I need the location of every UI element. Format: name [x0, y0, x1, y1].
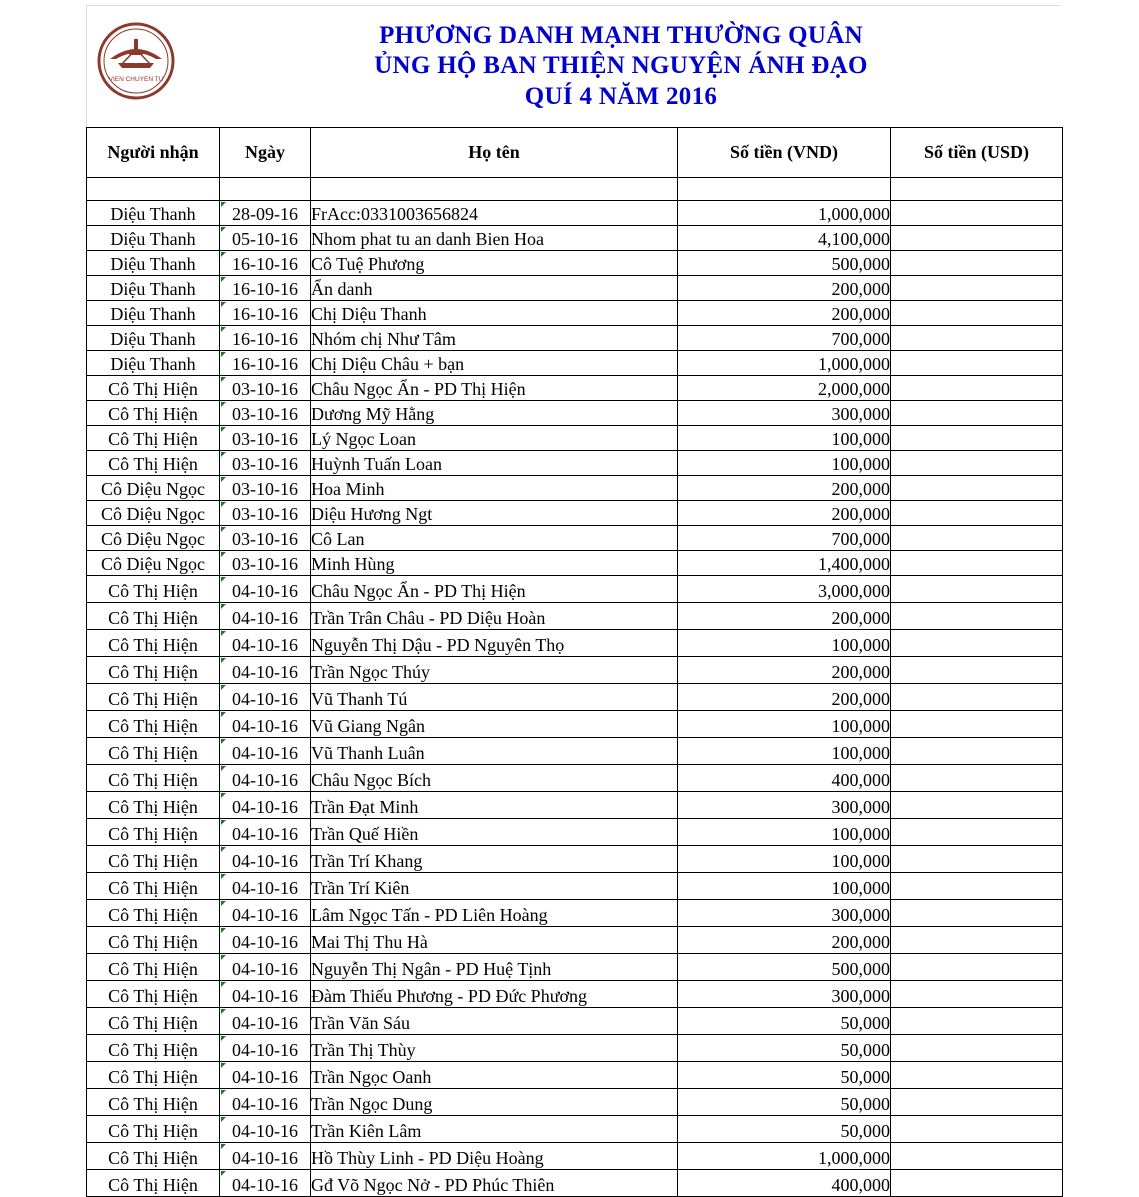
donor-name-cell: Vũ Thanh Luân: [311, 738, 678, 765]
receiver-cell: Cô Thị Hiện: [87, 1116, 220, 1143]
donor-name-cell: Trần Ngọc Oanh: [311, 1062, 678, 1089]
date-cell: 04-10-16: [220, 711, 311, 738]
date-cell: 04-10-16: [220, 1143, 311, 1170]
amount-vnd-cell: 100,000: [678, 846, 891, 873]
receiver-cell: Cô Thị Hiện: [87, 981, 220, 1008]
donor-name-cell: Diệu Hương Ngt: [311, 501, 678, 526]
receiver-cell: Cô Thị Hiện: [87, 927, 220, 954]
receiver-cell: Cô Thị Hiện: [87, 1143, 220, 1170]
amount-usd-cell: [891, 501, 1063, 526]
donor-name-cell: Hoa Minh: [311, 476, 678, 501]
amount-usd-cell: [891, 819, 1063, 846]
amount-usd-cell: [891, 201, 1063, 226]
table-row: [87, 900, 1063, 927]
date-cell: 16-10-16: [220, 301, 311, 326]
date-cell: 03-10-16: [220, 376, 311, 401]
blank-cell: [891, 178, 1063, 201]
date-cell: 03-10-16: [220, 451, 311, 476]
amount-usd-cell: [891, 927, 1063, 954]
amount-usd-cell: [891, 1143, 1063, 1170]
amount-vnd-cell: 1,400,000: [678, 551, 891, 576]
table-row: [87, 451, 1063, 476]
receiver-cell: Cô Thị Hiện: [87, 738, 220, 765]
donor-name-cell: Trần Văn Sáu: [311, 1008, 678, 1035]
table-row: [87, 351, 1063, 376]
date-cell: 03-10-16: [220, 501, 311, 526]
date-cell: 04-10-16: [220, 846, 311, 873]
receiver-cell: Cô Thị Hiện: [87, 630, 220, 657]
title-line-1: PHƯƠNG DANH MẠNH THƯỜNG QUÂN: [379, 22, 863, 49]
donor-name-cell: Nguyễn Thị Dậu - PD Nguyên Thọ: [311, 630, 678, 657]
table-row: [87, 819, 1063, 846]
title-line-3: QUÍ 4 NĂM 2016: [524, 83, 718, 110]
amount-usd-cell: [891, 981, 1063, 1008]
amount-usd-cell: [891, 1089, 1063, 1116]
amount-vnd-cell: 1,000,000: [678, 1143, 891, 1170]
amount-usd-cell: [891, 326, 1063, 351]
receiver-cell: Cô Thị Hiện: [87, 451, 220, 476]
donor-name-cell: Vũ Thanh Tú: [311, 684, 678, 711]
amount-usd-cell: [891, 603, 1063, 630]
column-header-receiver: Người nhận: [87, 128, 220, 178]
amount-usd-cell: [891, 226, 1063, 251]
donor-name-cell: Trần Đạt Minh: [311, 792, 678, 819]
amount-usd-cell: [891, 1170, 1063, 1197]
amount-usd-cell: [891, 451, 1063, 476]
date-cell: 04-10-16: [220, 1089, 311, 1116]
table-row: [87, 551, 1063, 576]
donor-name-cell: Cô Lan: [311, 526, 678, 551]
date-cell: 16-10-16: [220, 251, 311, 276]
date-cell: 03-10-16: [220, 551, 311, 576]
date-cell: 03-10-16: [220, 526, 311, 551]
date-cell: 04-10-16: [220, 765, 311, 792]
receiver-cell: Diệu Thanh: [87, 301, 220, 326]
amount-usd-cell: [891, 376, 1063, 401]
table-row: [87, 954, 1063, 981]
receiver-cell: Diệu Thanh: [87, 251, 220, 276]
donor-name-cell: Vũ Giang Ngân: [311, 711, 678, 738]
date-cell: 04-10-16: [220, 738, 311, 765]
receiver-cell: Cô Diệu Ngọc: [87, 476, 220, 501]
logo-text: VIEN CHUYEN TU: [108, 76, 164, 83]
date-cell: 04-10-16: [220, 603, 311, 630]
amount-usd-cell: [891, 630, 1063, 657]
date-cell: 04-10-16: [220, 981, 311, 1008]
amount-usd-cell: [891, 684, 1063, 711]
donor-name-cell: FrAcc:0331003656824: [311, 201, 678, 226]
receiver-cell: Cô Thị Hiện: [87, 376, 220, 401]
amount-usd-cell: [891, 1116, 1063, 1143]
donation-table: [86, 127, 1063, 1197]
donor-name-cell: Châu Ngọc Bích: [311, 765, 678, 792]
table-row: [87, 401, 1063, 426]
donor-name-cell: Nhom phat tu an danh Bien Hoa: [311, 226, 678, 251]
amount-vnd-cell: 400,000: [678, 1170, 891, 1197]
amount-usd-cell: [891, 276, 1063, 301]
donor-name-cell: Dương Mỹ Hằng: [311, 401, 678, 426]
date-cell: 04-10-16: [220, 1170, 311, 1197]
table-row: [87, 1143, 1063, 1170]
table-row: [87, 426, 1063, 451]
table-row: [87, 1035, 1063, 1062]
donor-name-cell: Trần Trí Khang: [311, 846, 678, 873]
donor-name-cell: Trần Ngọc Dung: [311, 1089, 678, 1116]
title-line-2: ỦNG HỘ BAN THIỆN NGUYỆN ÁNH ĐẠO: [374, 52, 868, 79]
sheet-top-border: [86, 5, 1061, 6]
table-row: [87, 603, 1063, 630]
date-cell: 04-10-16: [220, 792, 311, 819]
column-header-name: Họ tên: [311, 128, 678, 178]
amount-vnd-cell: 300,000: [678, 401, 891, 426]
table-row: [87, 1089, 1063, 1116]
blank-cell: [220, 178, 311, 201]
amount-vnd-cell: 200,000: [678, 927, 891, 954]
table-header-row: [87, 128, 1063, 178]
date-cell: 04-10-16: [220, 630, 311, 657]
amount-usd-cell: [891, 576, 1063, 603]
donor-name-cell: Châu Ngọc Ẩn - PD Thị Hiện: [311, 576, 678, 603]
amount-vnd-cell: 200,000: [678, 684, 891, 711]
donor-name-cell: Mai Thị Thu Hà: [311, 927, 678, 954]
table-row: [87, 873, 1063, 900]
donor-name-cell: Trần Trí Kiên: [311, 873, 678, 900]
receiver-cell: Cô Thị Hiện: [87, 819, 220, 846]
date-cell: 04-10-16: [220, 576, 311, 603]
donor-name-cell: Trần Kiên Lâm: [311, 1116, 678, 1143]
receiver-cell: Cô Thị Hiện: [87, 1062, 220, 1089]
amount-vnd-cell: 400,000: [678, 765, 891, 792]
table-row: [87, 927, 1063, 954]
amount-usd-cell: [891, 351, 1063, 376]
receiver-cell: Cô Thị Hiện: [87, 711, 220, 738]
amount-vnd-cell: 100,000: [678, 630, 891, 657]
receiver-cell: Cô Diệu Ngọc: [87, 501, 220, 526]
receiver-cell: Cô Thị Hiện: [87, 900, 220, 927]
donor-name-cell: Nguyễn Thị Ngân - PD Huệ Tịnh: [311, 954, 678, 981]
receiver-cell: Diệu Thanh: [87, 351, 220, 376]
amount-vnd-cell: 50,000: [678, 1116, 891, 1143]
amount-usd-cell: [891, 954, 1063, 981]
date-cell: 04-10-16: [220, 819, 311, 846]
date-cell: 04-10-16: [220, 1116, 311, 1143]
table-row: [87, 792, 1063, 819]
table-row: [87, 1062, 1063, 1089]
amount-usd-cell: [891, 401, 1063, 426]
receiver-cell: Cô Thị Hiện: [87, 576, 220, 603]
receiver-cell: Cô Diệu Ngọc: [87, 551, 220, 576]
amount-usd-cell: [891, 900, 1063, 927]
amount-vnd-cell: 100,000: [678, 738, 891, 765]
amount-vnd-cell: 500,000: [678, 251, 891, 276]
table-row: [87, 657, 1063, 684]
amount-vnd-cell: 100,000: [678, 451, 891, 476]
table-row: [87, 201, 1063, 226]
date-cell: 03-10-16: [220, 426, 311, 451]
amount-vnd-cell: 100,000: [678, 873, 891, 900]
date-cell: 04-10-16: [220, 1062, 311, 1089]
amount-usd-cell: [891, 792, 1063, 819]
table-row: [87, 846, 1063, 873]
date-cell: 04-10-16: [220, 1035, 311, 1062]
date-cell: 16-10-16: [220, 276, 311, 301]
receiver-cell: Diệu Thanh: [87, 326, 220, 351]
blank-cell: [87, 178, 220, 201]
receiver-cell: Cô Thị Hiện: [87, 1035, 220, 1062]
table-row: [87, 376, 1063, 401]
amount-usd-cell: [891, 711, 1063, 738]
date-cell: 04-10-16: [220, 873, 311, 900]
amount-vnd-cell: 300,000: [678, 792, 891, 819]
table-row: [87, 576, 1063, 603]
receiver-cell: Cô Thị Hiện: [87, 792, 220, 819]
donor-name-cell: Cô Tuệ Phương: [311, 251, 678, 276]
table-row: [87, 251, 1063, 276]
amount-usd-cell: [891, 426, 1063, 451]
date-cell: 16-10-16: [220, 351, 311, 376]
receiver-cell: Cô Thị Hiện: [87, 684, 220, 711]
amount-vnd-cell: 50,000: [678, 1089, 891, 1116]
table-row: [87, 276, 1063, 301]
table-row: [87, 326, 1063, 351]
temple-logo: [96, 21, 176, 101]
date-cell: 04-10-16: [220, 1008, 311, 1035]
table-row: [87, 1170, 1063, 1197]
amount-vnd-cell: 200,000: [678, 276, 891, 301]
table-row: [87, 301, 1063, 326]
table-row: [87, 684, 1063, 711]
amount-vnd-cell: 500,000: [678, 954, 891, 981]
amount-vnd-cell: 100,000: [678, 819, 891, 846]
amount-vnd-cell: 50,000: [678, 1008, 891, 1035]
table-row: [87, 1116, 1063, 1143]
amount-vnd-cell: 200,000: [678, 501, 891, 526]
donor-name-cell: Minh Hùng: [311, 551, 678, 576]
date-cell: 04-10-16: [220, 900, 311, 927]
amount-usd-cell: [891, 1035, 1063, 1062]
receiver-cell: Cô Thị Hiện: [87, 657, 220, 684]
amount-usd-cell: [891, 738, 1063, 765]
amount-usd-cell: [891, 301, 1063, 326]
table-row: [87, 765, 1063, 792]
receiver-cell: Cô Thị Hiện: [87, 603, 220, 630]
receiver-cell: Diệu Thanh: [87, 226, 220, 251]
table-row: [87, 711, 1063, 738]
amount-vnd-cell: 3,000,000: [678, 576, 891, 603]
amount-vnd-cell: 50,000: [678, 1035, 891, 1062]
amount-usd-cell: [891, 657, 1063, 684]
donor-name-cell: Trần Quế Hiền: [311, 819, 678, 846]
amount-vnd-cell: 200,000: [678, 657, 891, 684]
receiver-cell: Cô Thị Hiện: [87, 401, 220, 426]
amount-vnd-cell: 200,000: [678, 603, 891, 630]
date-cell: 04-10-16: [220, 684, 311, 711]
date-cell: 16-10-16: [220, 326, 311, 351]
amount-vnd-cell: 700,000: [678, 526, 891, 551]
table-row: [87, 981, 1063, 1008]
receiver-cell: Cô Thị Hiện: [87, 765, 220, 792]
table-row: [87, 226, 1063, 251]
amount-usd-cell: [891, 873, 1063, 900]
receiver-cell: Cô Thị Hiện: [87, 846, 220, 873]
amount-vnd-cell: 300,000: [678, 900, 891, 927]
receiver-cell: Cô Thị Hiện: [87, 1089, 220, 1116]
table-row: [87, 526, 1063, 551]
table-row: [87, 476, 1063, 501]
donor-name-cell: Lâm Ngọc Tấn - PD Liên Hoàng: [311, 900, 678, 927]
amount-vnd-cell: 1,000,000: [678, 201, 891, 226]
amount-usd-cell: [891, 551, 1063, 576]
receiver-cell: Cô Thị Hiện: [87, 954, 220, 981]
donor-name-cell: Chị Diệu Thanh: [311, 301, 678, 326]
donor-name-cell: Trần Ngọc Thúy: [311, 657, 678, 684]
date-cell: 04-10-16: [220, 954, 311, 981]
donor-name-cell: Trần Trân Châu - PD Diệu Hoàn: [311, 603, 678, 630]
amount-usd-cell: [891, 846, 1063, 873]
receiver-cell: Cô Thị Hiện: [87, 1170, 220, 1197]
receiver-cell: Cô Thị Hiện: [87, 1008, 220, 1035]
amount-usd-cell: [891, 1008, 1063, 1035]
sheet-left-border: [86, 5, 87, 127]
date-cell: 03-10-16: [220, 401, 311, 426]
donor-name-cell: Gđ Võ Ngọc Nở - PD Phúc Thiên: [311, 1170, 678, 1197]
amount-vnd-cell: 100,000: [678, 426, 891, 451]
amount-usd-cell: [891, 1062, 1063, 1089]
amount-vnd-cell: 200,000: [678, 476, 891, 501]
date-cell: 05-10-16: [220, 226, 311, 251]
donor-name-cell: Chị Diệu Châu + bạn: [311, 351, 678, 376]
amount-vnd-cell: 700,000: [678, 326, 891, 351]
table-row: [87, 738, 1063, 765]
donor-name-cell: Hồ Thùy Linh - PD Diệu Hoàng: [311, 1143, 678, 1170]
donor-name-cell: Nhóm chị Như Tâm: [311, 326, 678, 351]
table-row: [87, 630, 1063, 657]
receiver-cell: Cô Thị Hiện: [87, 873, 220, 900]
column-header-amount-vnd: Số tiền (VND): [678, 128, 891, 178]
date-cell: 03-10-16: [220, 476, 311, 501]
receiver-cell: Diệu Thanh: [87, 276, 220, 301]
amount-vnd-cell: 1,000,000: [678, 351, 891, 376]
column-header-amount-usd: Số tiền (USD): [891, 128, 1063, 178]
table-row: [87, 501, 1063, 526]
table-row: [87, 1008, 1063, 1035]
amount-vnd-cell: 300,000: [678, 981, 891, 1008]
column-header-date: Ngày: [220, 128, 311, 178]
amount-vnd-cell: 4,100,000: [678, 226, 891, 251]
donor-name-cell: Lý Ngọc Loan: [311, 426, 678, 451]
amount-vnd-cell: 2,000,000: [678, 376, 891, 401]
donor-name-cell: Huỳnh Tuấn Loan: [311, 451, 678, 476]
date-cell: 04-10-16: [220, 657, 311, 684]
receiver-cell: Cô Diệu Ngọc: [87, 526, 220, 551]
blank-cell: [678, 178, 891, 201]
receiver-cell: Diệu Thanh: [87, 201, 220, 226]
receiver-cell: Cô Thị Hiện: [87, 426, 220, 451]
date-cell: 04-10-16: [220, 927, 311, 954]
blank-row: [87, 178, 1063, 201]
donor-name-cell: Đàm Thiếu Phương - PD Đức Phương: [311, 981, 678, 1008]
blank-cell: [311, 178, 678, 201]
donor-name-cell: Ẩn danh: [311, 276, 678, 301]
donor-name-cell: Trần Thị Thùy: [311, 1035, 678, 1062]
amount-vnd-cell: 50,000: [678, 1062, 891, 1089]
amount-vnd-cell: 200,000: [678, 301, 891, 326]
amount-usd-cell: [891, 765, 1063, 792]
amount-usd-cell: [891, 251, 1063, 276]
donor-name-cell: Châu Ngọc Ẩn - PD Thị Hiện: [311, 376, 678, 401]
amount-usd-cell: [891, 476, 1063, 501]
amount-vnd-cell: 100,000: [678, 711, 891, 738]
date-cell: 28-09-16: [220, 201, 311, 226]
amount-usd-cell: [891, 526, 1063, 551]
